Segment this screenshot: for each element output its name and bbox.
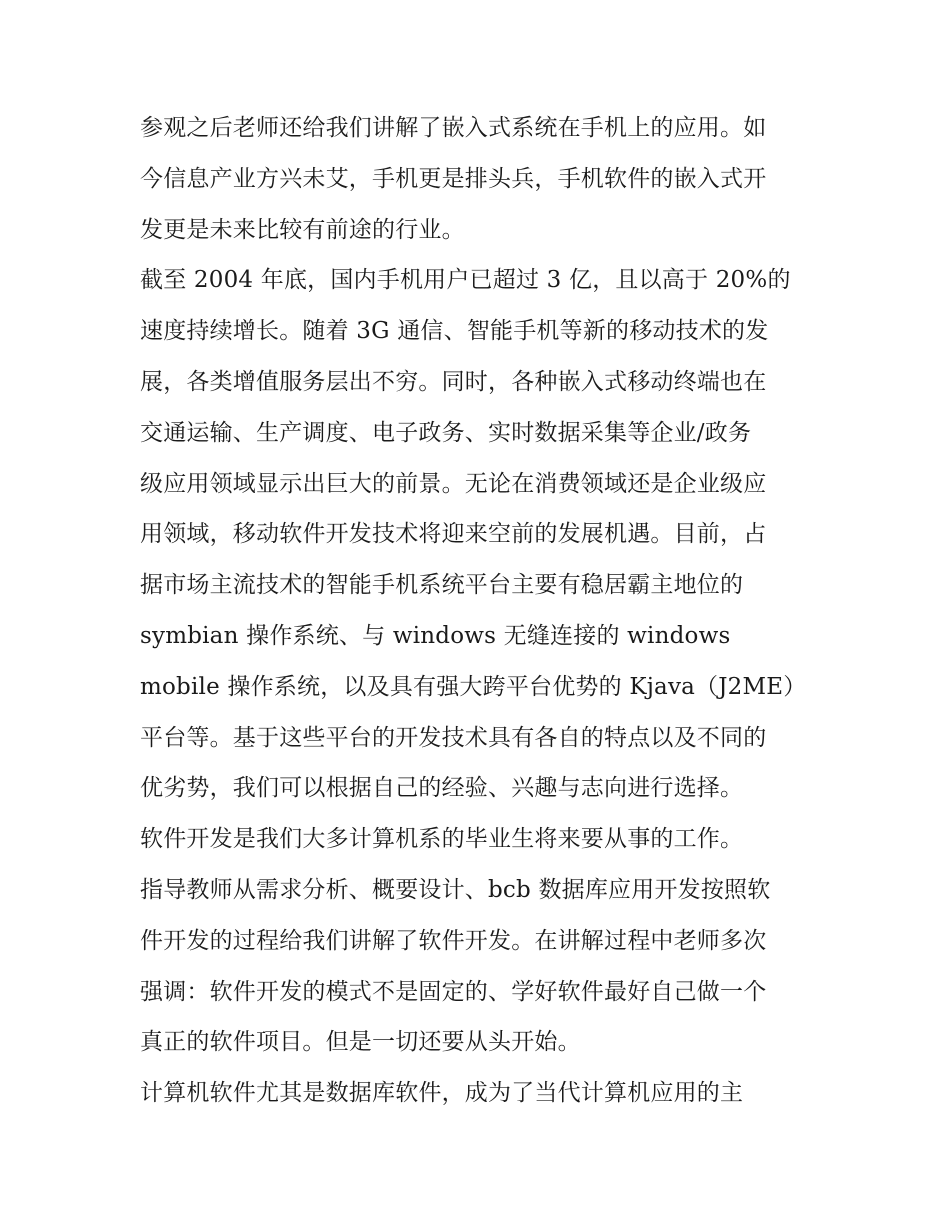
text-line: 交通运输、生产调度、电子政务、实时数据采集等企业/政务 xyxy=(140,419,752,446)
text-line: 平台等。基于这些平台的开发技术具有各自的特点以及不同的 xyxy=(140,724,767,751)
text-line: 计算机软件尤其是数据库软件，成为了当代计算机应用的主 xyxy=(140,1080,744,1107)
text-line: 优劣势，我们可以根据自己的经验、兴趣与志向进行选择。 xyxy=(140,775,744,802)
text-line: 用领域，移动软件开发技术将迎来空前的发展机遇。目前，占 xyxy=(140,521,767,548)
text-line: 展，各类增值服务层出不穷。同时，各种嵌入式移动终端也在 xyxy=(140,368,767,395)
text-line: mobile 操作系统，以及具有强大跨平台优势的 Kjava（J2ME） xyxy=(140,673,807,700)
text-line: 强调：软件开发的模式不是固定的、学好软件最好自己做一个 xyxy=(140,978,767,1005)
text-line: symbian 操作系统、与 windows 无缝连接的 windows xyxy=(140,622,731,649)
text-line: 级应用领域显示出巨大的前景。无论在消费领域还是企业级应 xyxy=(140,470,767,497)
text-line: 软件开发是我们大多计算机系的毕业生将来要从事的工作。 xyxy=(140,826,744,853)
text-line: 今信息产业方兴未艾，手机更是排头兵，手机软件的嵌入式开 xyxy=(140,165,767,192)
text-line: 真正的软件项目。但是一切还要从头开始。 xyxy=(140,1029,581,1056)
text-line: 速度持续增长。随着 3G 通信、智能手机等新的移动技术的发 xyxy=(140,318,769,345)
text-line: 据市场主流技术的智能手机系统平台主要有稳居霸主地位的 xyxy=(140,572,744,599)
text-line: 截至 2004 年底，国内手机用户已超过 3 亿，且以高于 20%的 xyxy=(140,267,791,294)
document-body xyxy=(140,103,820,1119)
text-line: 参观之后老师还给我们讲解了嵌入式系统在手机上的应用。如 xyxy=(140,115,767,141)
text-line: 指导教师从需求分析、概要设计、bcb 数据库应用开发按照软 xyxy=(140,876,771,903)
text-line: 发更是未来比较有前途的行业。 xyxy=(140,216,465,243)
text-line: 件开发的过程给我们讲解了软件开发。在讲解过程中老师多次 xyxy=(140,927,767,954)
